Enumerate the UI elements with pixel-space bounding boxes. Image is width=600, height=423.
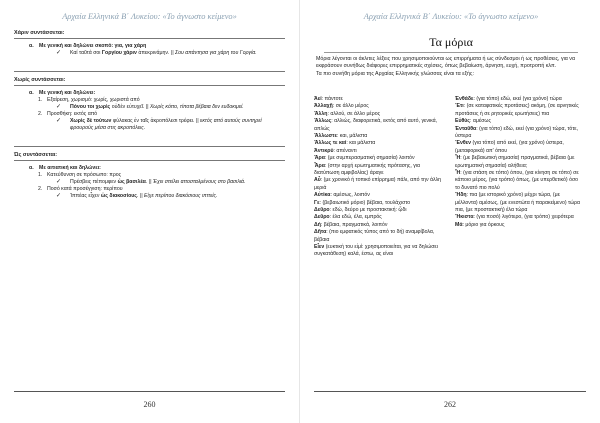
- particle-entry: [314, 177, 445, 192]
- right-page-header: Αρχαία Ελληνικά Β΄ Λυκείου: «Το άγνωστο κείμενο»: [363, 12, 539, 21]
- footer-rule: [14, 391, 285, 392]
- particle-word: Ἧ: [455, 169, 461, 176]
- right-page: [300, 0, 600, 423]
- particle-definition: (για τόπο) από εκεί, (για χρόνο) ύστερα, (μεταφορικά) απ' όπου: [455, 140, 564, 154]
- example-charin-1: ✓ Καί ταῦτά σοι Γοργίου χάριν ἀπεκρινάμην. || Σου απάντησα για χάρη του Γοργία.: [56, 50, 257, 56]
- particle-word: Ἥκιστα: [455, 214, 474, 221]
- particle-definition: : πάντοτε: [321, 95, 343, 102]
- particle-definition: : έλα εδώ, έλα, εμπρός: [329, 214, 382, 221]
- example-hos-2: ✓ Ἱππέας εἶχεν ὡς διακοσίους. || Είχε περίπου διακόσιους ιππείς.: [56, 193, 218, 199]
- particle-entry: [455, 170, 582, 192]
- usage-2-hos: 2. Ποσό κατά προσέγγιση: περίπου: [38, 186, 123, 192]
- particle-definition: : (σε καταφατικές προτάσεις) ακόμη, (σε αρνητικές προτάσεις ή σε ρητορικές ερωτήσεις) πια: [455, 103, 579, 117]
- chapter-title: Τα μόρια: [429, 35, 473, 49]
- particles-list: [314, 96, 588, 259]
- particle-definition: : (με χρονικό ή τοπικό επίρρημα) πάλι, από την άλλη μεριά: [314, 177, 442, 191]
- particle-definition: : (για στάση σε τόπο) όπου, (για κίνηση σε τόπο) σε κάποιο μέρος, (για τρόπο) όπως, (με υπερθετικό) όσο το δυνατό πιο πολύ: [455, 169, 579, 191]
- particle-word: Ἀλλαχῇ: [314, 103, 333, 110]
- right-page-number: 262: [444, 400, 456, 409]
- particle-definition: : και μάλιστα: [346, 140, 376, 147]
- particle-definition: : βέβαια, πραγματικά, λοιπόν: [320, 221, 388, 228]
- intro-paragraph: Μόρια λέγονται οι άκλιτες λέξεις που χρησιμοποιούνται ως επιρρήματα ή ως σύνδεσμοι ή ως προθέσεις, για να εκφράσουν συνήθως διάφορες επιρρηματικές σχέσεις, όπως βεβαίωση, άρνηση, ευχή, προτροπή κλπ. Τα πιο συνήθη μόρια της Αρχαίας Ελληνικής γλώσσας είναι τα εξής:: [316, 56, 576, 77]
- usage-1-choris: 1. Εξαίρεση, χωρισμό: χωρίς, χωριστά από: [38, 97, 140, 103]
- checkmark-icon: ✓: [56, 104, 62, 110]
- particle-entry: [455, 192, 582, 214]
- usage-2-choris: 2. Προσθήκη: εκτός από: [38, 111, 98, 117]
- section-title-choris: Χωρίς συντάσσεται:: [14, 71, 285, 86]
- particle-definition: : (στην αρχή ερωτηματικής πρότασης, για διατύπωση αμφιβολίας) άραγε: [314, 162, 421, 176]
- particle-word: Ἄλλωστε: [314, 132, 337, 139]
- particle-definition: : σε άλλο μέρος: [332, 103, 369, 110]
- particle-definition: : αλλού, σε άλλο μέρος: [327, 110, 381, 117]
- particle-word: Ἄλλως τε καί: [314, 140, 347, 147]
- particle-entry: [314, 111, 445, 118]
- particles-column-1: [314, 96, 451, 259]
- particle-entry: [455, 103, 582, 118]
- particle-definition: : και, μάλιστα: [336, 132, 368, 139]
- particle-entry: [455, 118, 582, 125]
- particle-definition: : (με συμπερασματική σημασία) λοιπόν: [324, 155, 415, 162]
- particle-entry: [314, 140, 445, 147]
- checkmark-icon: ✓: [56, 50, 62, 56]
- particle-entry: [314, 163, 445, 178]
- section-hos: [14, 146, 285, 200]
- particle-definition: (ευκτική του εἰμί: χρησιμοποιείται, για να δηλώσει συγκατάθεση) καλά, έστω, ας είναι: [314, 244, 438, 258]
- particle-entry: [455, 222, 582, 229]
- section-charin: [14, 30, 285, 57]
- particle-word: Ἆρα: [314, 162, 325, 169]
- particle-entry: [314, 103, 445, 110]
- particle-word: Ἦ: [455, 155, 461, 162]
- particle-entry: [314, 214, 445, 221]
- particle-word: Δεῦρο: [314, 214, 330, 221]
- particle-entry: [455, 155, 582, 170]
- particle-definition: : (βεβαιωτικό μόριο) βέβαια, τουλάχιστο: [319, 199, 411, 206]
- particle-word: Ἤδη: [455, 192, 467, 199]
- particle-definition: : (πιο εμφατικός τύπος από το δή) αναμφίβολα, βέβαια: [314, 229, 435, 243]
- particle-definition: : εδώ, δεύρο με προστακτική: ᾤδι: [329, 206, 407, 213]
- particle-word: Ἄλλη: [314, 110, 328, 117]
- particle-word: Δή: [314, 221, 321, 228]
- particle-definition: : μόριο για όρκους: [462, 221, 505, 228]
- checkmark-icon: ✓: [56, 179, 62, 185]
- particle-entry: [314, 244, 445, 259]
- title-rule: [324, 52, 578, 53]
- checkmark-icon: ✓: [56, 118, 62, 124]
- example-hos-1: ✓ Πρέσβεις πέπομφεν ὡς βασιλέα. || Έχει στείλει αποσταλμένους στο βασιλιά.: [56, 179, 246, 185]
- particle-word: Εὐθύς: [455, 118, 471, 125]
- footer-rule: [314, 391, 586, 392]
- particle-entry: [314, 118, 445, 133]
- particle-word: Αὖ: [314, 177, 321, 184]
- usage-1-hos: 1. Κατεύθυνση σε πρόσωπο: προς: [38, 172, 122, 178]
- left-page-header: Αρχαία Ελληνικά Β΄ Λυκείου: «Το άγνωστο κείμενο»: [62, 12, 237, 21]
- particle-definition: : (για ποσό) λιγότερο, (για τρόπο) χειρότερα: [473, 214, 574, 221]
- particle-word: Μά: [455, 221, 463, 228]
- particle-entry: [314, 155, 445, 162]
- particle-entry: [455, 214, 582, 221]
- particle-entry: [455, 126, 582, 141]
- particle-word: Ἐνθάδε: [455, 95, 474, 102]
- usage-a-charin: α. Με γενική και δηλώνει σκοπό: για, για χάρη: [29, 43, 147, 49]
- particle-word: Ἔνθεν: [455, 140, 472, 147]
- particle-word: Ἔτι: [455, 103, 464, 110]
- particle-definition: : (για τόπο) εδώ, εκεί (για χρόνο) τώρα: [473, 95, 562, 102]
- section-title-hos: Ὡς συντάσσεται:: [14, 146, 285, 161]
- usage-a-hos: α. Με αιτιατική και δηλώνει:: [29, 165, 101, 171]
- particle-word: Ἄρα: [314, 155, 325, 162]
- particle-definition: : αμέσως: [470, 118, 491, 125]
- particle-word: Ἀεί: [314, 95, 322, 102]
- particle-definition: : απέναντι: [333, 147, 357, 154]
- particle-definition: : (με βεβαιωτική σημασία) πραγματικά, βέβαια (με ερωτηματική σημασία) αλήθεια;: [455, 155, 575, 169]
- section-choris: [14, 71, 285, 132]
- particle-word: Γε: [314, 199, 320, 206]
- particle-entry: [455, 140, 582, 155]
- particle-word: Ἄλλως: [314, 118, 332, 125]
- particle-word: Δεῦρο: [314, 206, 330, 213]
- usage-a-choris: α. Με γενική και δηλώνει:: [29, 90, 96, 96]
- particle-definition: : (για τόπο) εδώ, εκεί (για χρόνο) τώρα, τότε, ύστερα: [455, 125, 579, 139]
- particle-entry: [314, 200, 445, 207]
- left-page-number: 260: [143, 400, 156, 409]
- particle-entry: [314, 192, 445, 199]
- particle-word: Αὐτίκα: [314, 192, 331, 199]
- particles-column-2: [451, 96, 588, 259]
- particle-definition: : πια (με ιστορικό χρόνο) μέχρι τώρα, (με μέλλοντα) αμέσως, (με ενεστώτα ή παρακείμενο) τώρα πια, (με προστακτική) έλα τώρα: [455, 192, 580, 213]
- checkmark-icon: ✓: [56, 193, 62, 199]
- particle-definition: : αλλιώς, διαφορετικά, εκτός από αυτό, γενικά, απλώς: [314, 118, 438, 132]
- example-choris-2: ✓ Χωρὶς δὲ τούτων φύλακας ἐν ταῖς ἀκροπόλεσι τρέφει. || εκτός από αυτούς συντηρεί φρουρούς μέσα στις ακροπόλεις.: [56, 118, 262, 131]
- particle-definition: : αμέσως, λοιπόν: [330, 192, 370, 199]
- example-choris-1: ✓ Πόνου τοι χωρὶς οὐδὲν εὐτυχεῖ. || Χωρίς κόπο, τίποτα βέβαια δεν ευδοκιμεί.: [56, 104, 244, 110]
- particle-word: Ἐνταῦθα: [455, 125, 477, 132]
- particle-word: Ἀντικρύ: [314, 147, 334, 154]
- section-title-charin: Χάριν συντάσσεται:: [14, 30, 285, 39]
- particle-entry: [314, 229, 445, 244]
- particle-word: Δῆτα: [314, 229, 327, 236]
- particle-word: Εἶεν: [314, 244, 325, 251]
